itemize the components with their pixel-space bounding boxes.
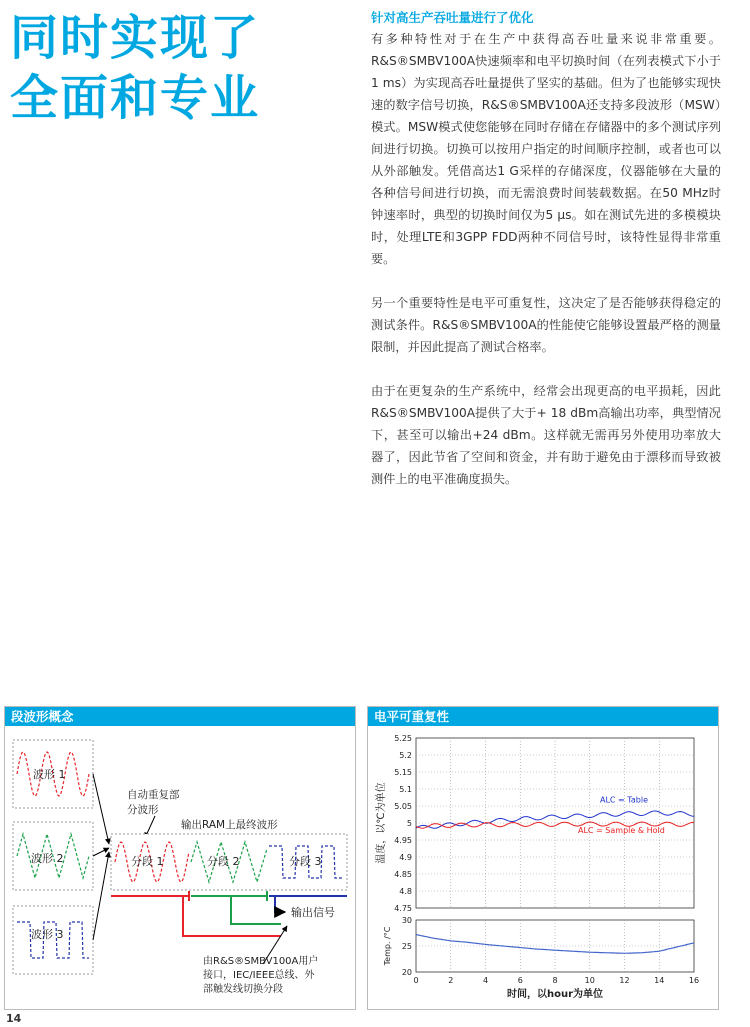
y-tick-label: 25 bbox=[401, 942, 412, 951]
segment-2-bracket bbox=[191, 891, 267, 901]
y-tick-label: 5.2 bbox=[399, 751, 412, 760]
y-tick-label: 4.75 bbox=[394, 904, 412, 913]
y-axis-label-2: Temp. /°C bbox=[383, 926, 392, 966]
auto-repeat-label-2: 分波形 bbox=[127, 804, 159, 816]
y-tick-label: 4.95 bbox=[394, 836, 412, 845]
level-repeatability-panel bbox=[367, 706, 719, 1010]
ram-label: 输出RAM上最终波形 bbox=[181, 819, 278, 831]
segment-3-label: 分段 3 bbox=[289, 855, 322, 868]
output-signal-label: 输出信号 bbox=[291, 906, 335, 919]
y-tick-label: 4.8 bbox=[399, 887, 412, 896]
y-tick-label: 20 bbox=[401, 968, 412, 977]
waveform-2-label: 波形 2 bbox=[31, 852, 64, 865]
section-subheading: 针对高生产吞吐量进行了优化 bbox=[371, 10, 534, 25]
y-tick-label: 5 bbox=[406, 819, 412, 828]
x-tick-label: 0 bbox=[413, 976, 419, 985]
note-line-3: 部触发线切换分段 bbox=[203, 984, 283, 995]
page-number: 14 bbox=[6, 1012, 22, 1025]
body-paragraph-2: 另一个重要特性是电平可重复性，这决定了是否能够获得稳定的测试条件。R&S®SMBV100A的性能使它能够设置最严格的测量限制，并因此提高了测试合格率。 bbox=[371, 296, 721, 354]
chart-title: 电平可重复性 bbox=[368, 707, 718, 726]
y-axis-label-1: 温度，以℃为单位 bbox=[376, 782, 387, 864]
x-tick-label: 8 bbox=[552, 976, 558, 985]
waveform-1-label: 波形 1 bbox=[33, 768, 66, 781]
segment-3-route bbox=[275, 896, 285, 912]
waveform-3-label: 波形 3 bbox=[31, 928, 64, 941]
segment-waveform-diagram bbox=[5, 726, 355, 1008]
x-tick-label: 12 bbox=[619, 976, 630, 985]
x-tick-label: 16 bbox=[688, 976, 700, 985]
headline-line-2: 全面和专业 bbox=[10, 70, 261, 126]
arrow-waveform-3 bbox=[93, 852, 109, 940]
segment-2-label: 分段 2 bbox=[207, 855, 240, 868]
y-tick-label: 4.9 bbox=[399, 853, 412, 862]
auto-repeat-label-1: 自动重复部 bbox=[127, 789, 180, 801]
body-paragraph-3: 由于在更复杂的生产系统中，经常会出现更高的电平损耗，因此R&S®SMBV100A提供了大于+ 18 dBm高输出功率，典型情况下，甚至可以输出+24 dBm。这样就无需再另外使用功率放大器了，因此节省了空间和资金，并有助于避免由于漂移而导致被测件上的电平准确度损失。 bbox=[371, 384, 721, 486]
x-tick-label: 14 bbox=[654, 976, 665, 985]
segment-waveform-panel bbox=[4, 706, 356, 1010]
y-tick-label: 30 bbox=[401, 916, 412, 925]
x-tick-label: 4 bbox=[482, 976, 489, 985]
body-column bbox=[371, 8, 721, 512]
note-line-1: 由R&S®SMBV100A用户 bbox=[203, 956, 319, 967]
note-line-2: 接口，IEC/IEEE总线、外 bbox=[203, 970, 315, 981]
left-panel-title: 段波形概念 bbox=[5, 707, 355, 726]
arrow-waveform-1 bbox=[93, 774, 109, 844]
y-tick-label: 5.05 bbox=[394, 802, 412, 811]
segment-2-route bbox=[231, 896, 281, 924]
segment-1-label: 分段 1 bbox=[131, 855, 164, 868]
x-axis-label: 时间，以hour为单位 bbox=[506, 989, 604, 1000]
y-tick-label: 5.1 bbox=[399, 785, 412, 794]
series-label-1: ALC = Table bbox=[600, 795, 648, 805]
y-tick-label: 5.25 bbox=[394, 734, 412, 743]
x-tick-label: 6 bbox=[517, 976, 523, 985]
segment-1-bracket bbox=[111, 891, 189, 901]
headline bbox=[10, 8, 350, 128]
x-tick-label: 2 bbox=[448, 976, 454, 985]
x-tick-label: 10 bbox=[584, 976, 595, 985]
level-repeatability-chart bbox=[368, 726, 718, 1008]
arrow-waveform-2 bbox=[93, 848, 109, 856]
series-label-2: ALC = Sample & Hold bbox=[578, 826, 665, 836]
y-tick-label: 5.15 bbox=[394, 768, 412, 777]
y-tick-label: 4.85 bbox=[394, 870, 412, 879]
headline-line-1: 同时实现了 bbox=[10, 10, 261, 66]
body-paragraph-1: 有多种特性对于在生产中获得高吞吐量来说非常重要。R&S®SMBV100A快速频率和电平切换时间（在列表模式下小于1 ms）为实现高吞吐量提供了坚实的基础。但为了也能够实现快速的数字信号切换，R&S®SMBV100A还支持多段波形（MSW）模式。MSW模式使您能够在同时存储在存储器中的多个测试序列间进行切换。切换可以按用户指定的时间顺序控制，或者也可以从外部触发。凭借高达1 G采样的存储深度，仪器能够在大量的各种信号间进行切换，而无需浪费时间装载数据。在50 MHz时钟速率时，典型的切换时间仅为5 µs。如在测试先进的多模模块时，处理LTE和3GPP FDD两种不同信号时，该特性显得非常重要。 bbox=[371, 32, 721, 266]
